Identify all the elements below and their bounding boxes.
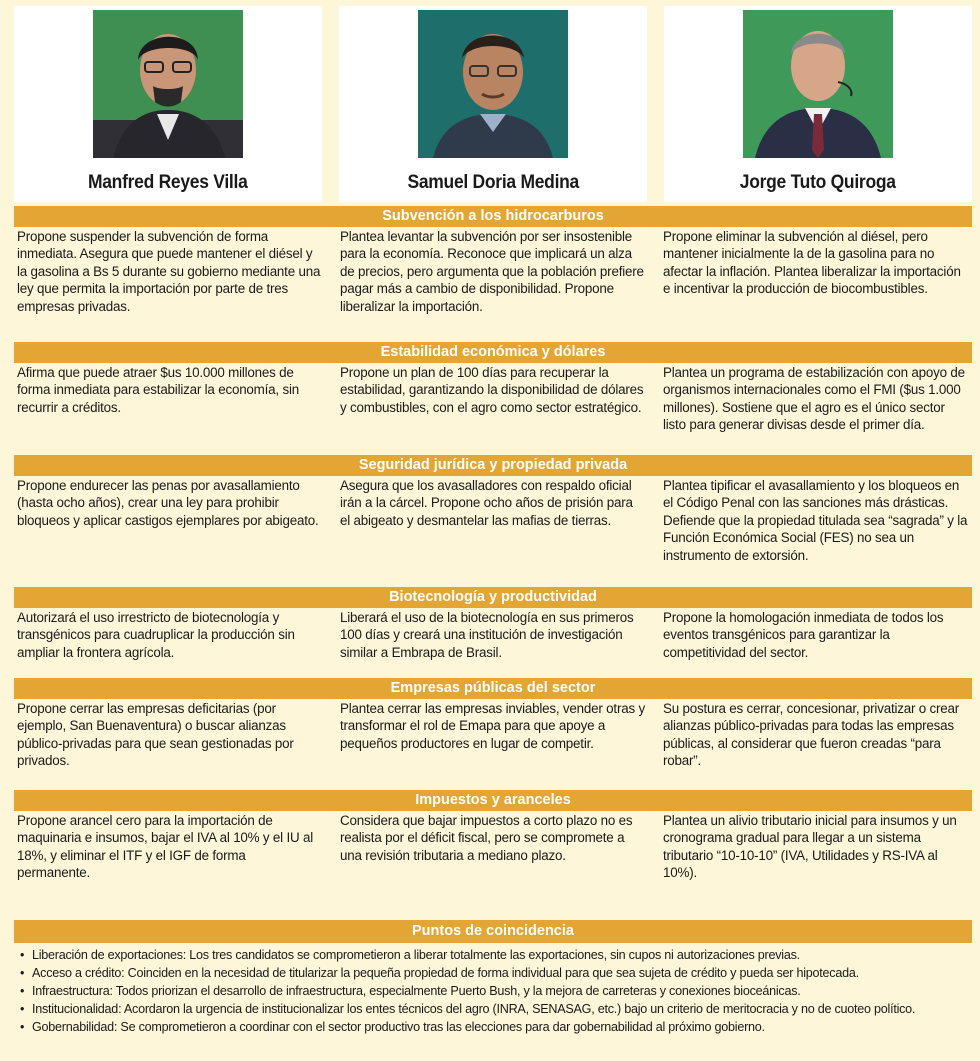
candidate-photo [93, 10, 243, 158]
cell-doria-medina: Considera que bajar impuestos a corto plazo no es realista por el déficit fiscal, pero se compromete a una revisión tributaria a mediano plazo. [340, 813, 633, 863]
section-row [14, 227, 972, 342]
cell-doria-medina: Plantea cerrar las empresas inviables, vender otras y transformar el rol de Emapa para que apoye a pequeños productores en lugar de competir. [340, 701, 645, 751]
cell-reyes-villa: Autorizará el uso irrestricto de biotecnología y transgénicos para cuadruplicar la producción sin ampliar la frontera agrícola. [17, 610, 295, 660]
candidate-card-reyes-villa [14, 6, 322, 202]
list-item: • Gobernabilidad: Se comprometieron a coordinar con el sector productivo tras las elecciones para dar gobernabilidad al próximo gobierno. [14, 1018, 972, 1036]
list-item: • Infraestructura: Todos priorizan el desarrollo de infraestructura, especialmente Puerto Bush, y la mejora de carreteras y conexiones bioceánicas. [14, 982, 972, 1000]
candidate-name: Jorge Tuto Quiroga [740, 172, 896, 193]
candidate-card-quiroga [664, 6, 972, 202]
cell-quiroga: Propone la homologación inmediata de todos los eventos transgénicos para garantizar la competitividad del sector. [663, 610, 944, 660]
candidate-photo [418, 10, 568, 158]
cell-reyes-villa: Propone endurecer las penas por avasallamiento (hasta ocho años), crear una ley para prohibir bloqueos y aplicar castigos ejemplares por abigeato. [17, 478, 319, 528]
cell-reyes-villa: Propone suspender la subvención de forma inmediata. Asegura que puede mantener el diésel y la gasolina a Bs 5 durante su gobierno mediante una ley que permita la importación por parte de tres empresas privadas. [17, 229, 321, 314]
candidate-name: Manfred Reyes Villa [88, 172, 248, 193]
section-header-biotecnologia: Biotecnología y productividad [14, 587, 972, 608]
cell-reyes-villa: Propone arancel cero para la importación de maquinaria e insumos, bajar el IVA al 10% y el IU al 18%, y eliminar el ITF y el IGF de forma permanente. [17, 813, 314, 881]
coincidencias-header: Puntos de coincidencia [14, 920, 972, 943]
cell-doria-medina: Plantea levantar la subvención por ser insostenible para la economía. Reconoce que implicará un alza de precios, pero argumenta que la población prefiere pagar más a cambio de disponibilidad. Propone liberalizar la importación. [340, 229, 644, 314]
coincidencias-list [14, 946, 972, 1036]
cell-reyes-villa: Afirma que puede atraer $us 10.000 millones de forma inmediata para estabilizar la economía, sin recurrir a créditos. [17, 365, 299, 415]
candidate-card-doria-medina [339, 6, 647, 202]
candidates-row [14, 6, 972, 202]
section-header-seguridad: Seguridad jurídica y propiedad privada [14, 455, 972, 476]
comparison-table [14, 206, 972, 896]
section-row [14, 699, 972, 790]
section-header-subvencion: Subvención a los hidrocarburos [14, 206, 972, 227]
section-row [14, 476, 972, 587]
cell-reyes-villa: Propone cerrar las empresas deficitarias (por ejemplo, San Buenaventura) o buscar alianzas público-privadas para que sean gestionadas por privados. [17, 701, 294, 769]
list-item: • Acceso a crédito: Coinciden en la necesidad de titularizar la pequeña propiedad de forma individual para que sea sujeta de crédito y pueda ser hipotecada. [14, 964, 972, 982]
section-row [14, 811, 972, 896]
cell-quiroga: Propone eliminar la subvención al diésel, pero mantener inicialmente la de la gasolina para no afectar la inflación. Plantea liberalizar la importación e incentivar la producción de biocombustibles. [663, 229, 961, 297]
cell-doria-medina: Propone un plan de 100 días para recuperar la estabilidad, garantizando la disponibilidad de dólares y combustibles, con el agro como sector estratégico. [340, 365, 644, 415]
cell-doria-medina: Asegura que los avasalladores con respaldo oficial irán a la cárcel. Propone ocho años de prisión para el abigeato y desmantelar las mafias de tierras. [340, 478, 633, 528]
cell-quiroga: Su postura es cerrar, concesionar, privatizar o crear alianzas público-privadas para todas las empresas públicas, al considerar que fueron creadas “para robar”. [663, 701, 960, 769]
candidate-name: Samuel Doria Medina [407, 172, 579, 193]
section-row [14, 363, 972, 455]
cell-doria-medina: Liberará el uso de la biotecnología en sus primeros 100 días y creará una institución de investigación similar a Embrapa de Brasil. [340, 610, 634, 660]
candidate-photo [743, 10, 893, 158]
cell-quiroga: Plantea tipificar el avasallamiento y los bloqueos en el Código Penal con las sanciones más drásticas. Defiende que la propiedad titulada sea “sagrada” y la Función Económica Social (FES) no sea un instrumento de extorsión. [663, 478, 968, 563]
list-item: • Institucionalidad: Acordaron la urgencia de institucionalizar los entes técnicos del agro (INRA, SENASAG, etc.) bajo un criterio de meritocracia y no de cuoteo político. [14, 1000, 972, 1018]
section-row [14, 608, 972, 678]
section-header-empresas: Empresas públicas del sector [14, 678, 972, 699]
cell-quiroga: Plantea un alivio tributario inicial para insumos y un cronograma gradual para llegar a un sistema tributario “10-10-10” (IVA, Utilidades y RS-IVA al 10%). [663, 813, 957, 881]
list-item: • Liberación de exportaciones: Los tres candidatos se comprometieron a liberar totalmente las exportaciones, sin cupos ni autorizaciones previas. [14, 946, 972, 964]
cell-quiroga: Plantea un programa de estabilización con apoyo de organismos internacionales como el FMI ($us 1.000 millones). Sostiene que el agro es el único sector listo para generar divisas desde el primer día. [663, 365, 965, 433]
section-header-impuestos: Impuestos y aranceles [14, 790, 972, 811]
section-header-estabilidad: Estabilidad económica y dólares [14, 342, 972, 363]
